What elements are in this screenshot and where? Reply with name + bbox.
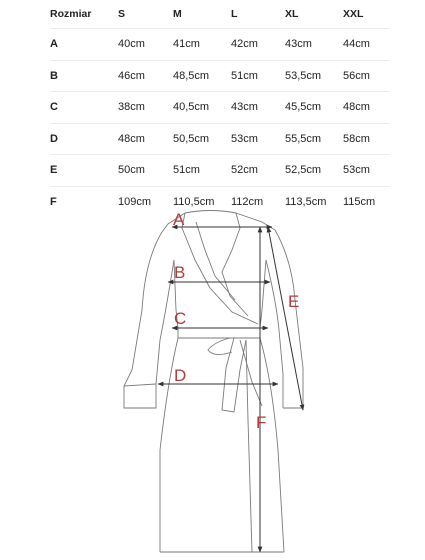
table-cell: 40cm bbox=[118, 38, 145, 51]
table-cell: 58cm bbox=[343, 132, 370, 145]
label-e: E bbox=[288, 292, 300, 311]
table-cell: 51cm bbox=[173, 164, 200, 177]
table-cell: 115cm bbox=[343, 195, 376, 208]
table-cell: 44cm bbox=[343, 38, 370, 51]
table-cell: 50,5cm bbox=[173, 132, 210, 145]
table-cell: 51cm bbox=[231, 69, 258, 82]
label-d: D bbox=[174, 366, 187, 385]
row-label: D bbox=[50, 132, 58, 145]
row-label: E bbox=[50, 164, 58, 177]
table-header-row bbox=[50, 0, 390, 29]
table-cell: 52,5cm bbox=[285, 164, 322, 177]
header-cell: XXL bbox=[343, 8, 364, 20]
garment-diagram bbox=[0, 200, 425, 560]
table-cell: 112cm bbox=[231, 195, 264, 208]
table-cell: 42cm bbox=[231, 38, 258, 51]
dress-outline bbox=[124, 211, 303, 553]
row-label: A bbox=[50, 38, 58, 51]
header-cell: XL bbox=[285, 8, 299, 20]
table-cell: 41cm bbox=[173, 38, 200, 51]
table-cell: 48cm bbox=[343, 101, 370, 114]
row-label: C bbox=[50, 101, 58, 114]
table-cell: 53cm bbox=[231, 132, 258, 145]
label-f: F bbox=[256, 413, 267, 432]
table-cell: 55,5cm bbox=[285, 132, 322, 145]
table-cell: 45,5cm bbox=[285, 101, 322, 114]
table-row bbox=[50, 61, 390, 93]
wrap-dress-sketch bbox=[0, 200, 425, 560]
row-label: B bbox=[50, 69, 58, 82]
size-chart-table bbox=[50, 0, 390, 217]
table-row bbox=[50, 155, 390, 187]
table-row bbox=[50, 92, 390, 124]
label-a: A bbox=[173, 210, 185, 229]
table-cell: 53cm bbox=[343, 164, 370, 177]
header-cell: L bbox=[231, 8, 238, 20]
table-cell: 109cm bbox=[118, 195, 152, 208]
header-cell: Rozmiar bbox=[50, 8, 92, 20]
table-cell: 56cm bbox=[343, 69, 370, 82]
label-c: C bbox=[174, 309, 187, 328]
table-cell: 50cm bbox=[118, 164, 145, 177]
table-cell: 113,5cm bbox=[285, 195, 327, 208]
table-row bbox=[50, 124, 390, 156]
table-cell: 52cm bbox=[231, 164, 258, 177]
table-cell: 38cm bbox=[118, 101, 145, 114]
table-cell: 46cm bbox=[118, 69, 145, 82]
table-cell: 48cm bbox=[118, 132, 145, 145]
header-cell: S bbox=[118, 8, 126, 20]
table-cell: 53,5cm bbox=[285, 69, 322, 82]
row-label: F bbox=[50, 195, 57, 208]
table-cell: 43cm bbox=[231, 101, 258, 114]
table-row bbox=[50, 29, 390, 61]
table-cell: 40,5cm bbox=[173, 101, 210, 114]
table-cell: 48,5cm bbox=[173, 69, 210, 82]
header-cell: M bbox=[173, 8, 182, 20]
table-cell: 110,5cm bbox=[173, 195, 215, 208]
table-cell: 43cm bbox=[285, 38, 312, 51]
label-b: B bbox=[174, 263, 186, 282]
